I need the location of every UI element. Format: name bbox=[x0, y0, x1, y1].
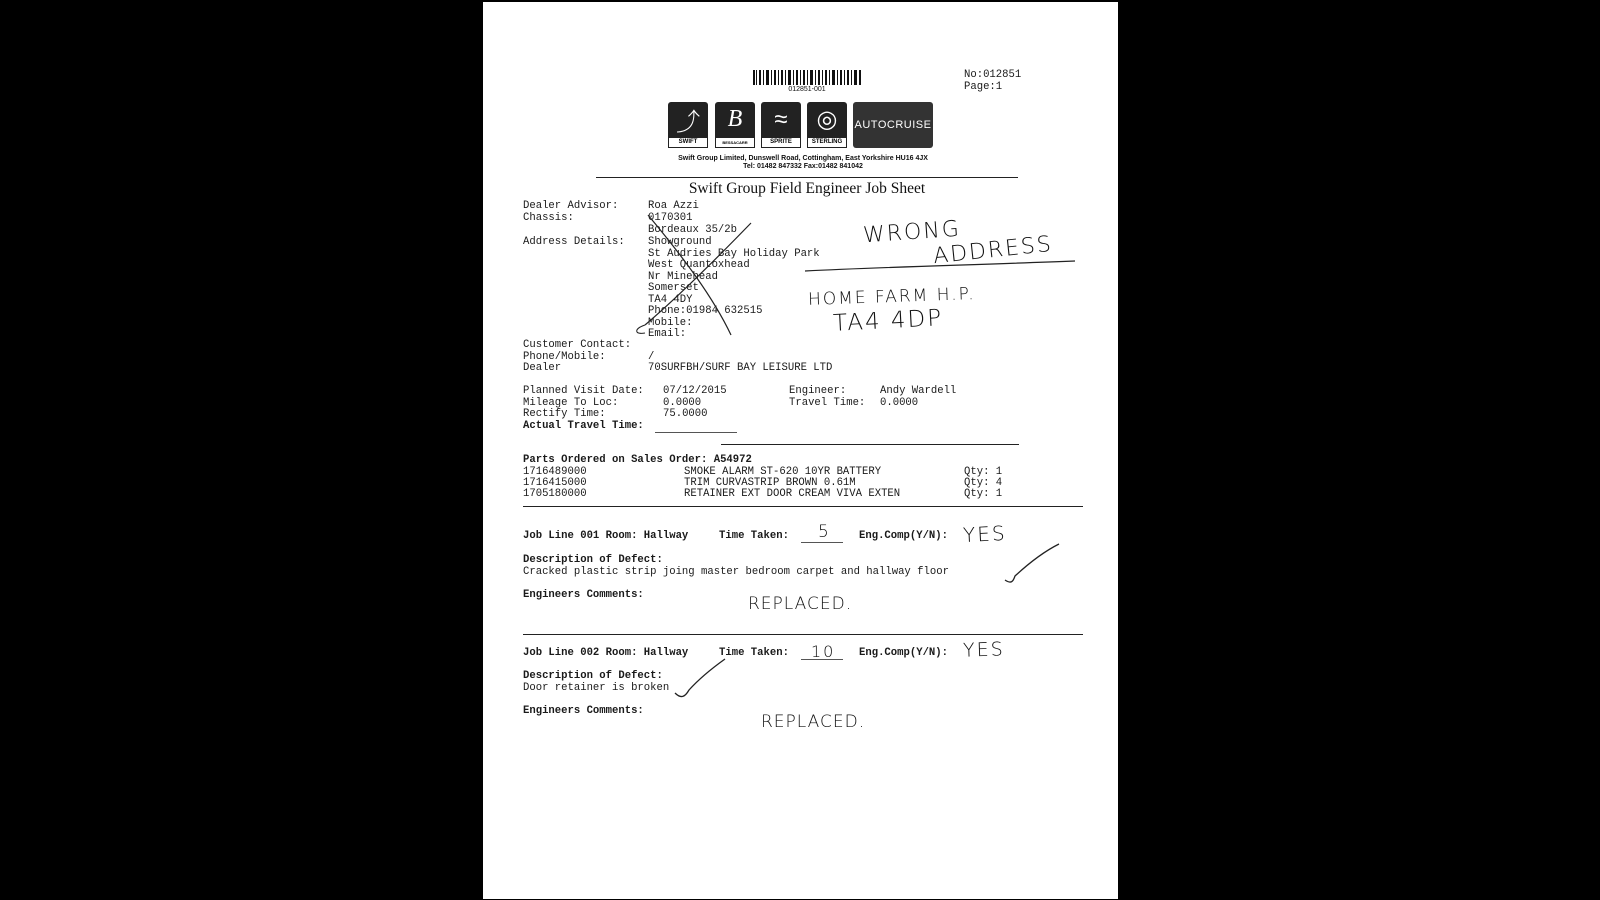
customer-contact-label: Customer Contact: bbox=[523, 339, 632, 351]
rectify-value: 75.0000 bbox=[663, 408, 708, 420]
eng-comp-value: YES bbox=[962, 520, 1008, 548]
engineer-value: Andy Wardell bbox=[880, 385, 957, 397]
travel-time-value: 0.0000 bbox=[880, 397, 919, 409]
divider bbox=[523, 634, 1083, 635]
time-taken-label: Time Taken: bbox=[719, 647, 789, 659]
mileage-value: 0.0000 bbox=[663, 397, 702, 409]
comments-text: REPLACED. bbox=[761, 712, 866, 732]
model-value: Bordeaux 35/2b bbox=[648, 224, 738, 236]
part-qty: Qty: 1 bbox=[964, 466, 1003, 478]
phone-mobile-value: / bbox=[648, 351, 655, 363]
travel-time-label: Travel Time: bbox=[789, 397, 866, 409]
time-taken-value: 10 bbox=[811, 642, 836, 661]
tick-mark bbox=[1003, 542, 1063, 587]
address-crossout-mark bbox=[623, 207, 773, 342]
job-sheet-page bbox=[483, 2, 1118, 899]
part-description: TRIM CURVASTRIP BROWN 0.61M bbox=[684, 477, 856, 489]
comments-text: REPLACED. bbox=[748, 594, 853, 614]
barcode bbox=[753, 70, 861, 85]
time-taken-value: 5 bbox=[818, 522, 831, 542]
engineer-label: Engineer: bbox=[789, 385, 847, 397]
part-description: RETAINER EXT DOOR CREAM VIVA EXTEN bbox=[684, 488, 901, 500]
sprite-logo: ≈ SPRITE bbox=[761, 102, 801, 148]
dealer-advisor-value: Roa Azzi bbox=[648, 200, 699, 212]
bessacarr-logo: B BESSACARR bbox=[715, 102, 755, 148]
address-line: St Audries Bay Holiday Park bbox=[648, 248, 820, 260]
handwritten-wrong: WRONG bbox=[862, 216, 962, 249]
divider bbox=[523, 506, 1083, 507]
company-address: Swift Group Limited, Dunswell Road, Cottingham, East Yorkshire HU16 4JX bbox=[678, 155, 928, 162]
handwritten-home-farm: HOME FARM H.P. bbox=[807, 284, 976, 310]
chassis-label: Chassis: bbox=[523, 212, 574, 224]
dealer-label: Dealer bbox=[523, 362, 562, 374]
job-line-title: Job Line 002 Room: Hallway bbox=[523, 647, 689, 659]
phone-value: Phone:01984 632515 bbox=[648, 305, 763, 317]
divider bbox=[721, 444, 1019, 445]
defect-label: Description of Defect: bbox=[523, 554, 663, 566]
address-line: Nr Minehead bbox=[648, 271, 718, 283]
job-line-title: Job Line 001 Room: Hallway bbox=[523, 530, 689, 542]
autocruise-logo: AUTOCRUISE bbox=[853, 102, 933, 148]
page-number: Page:1 bbox=[964, 81, 1003, 93]
eng-comp-value: YES bbox=[962, 638, 1006, 662]
planned-visit-label: Planned Visit Date: bbox=[523, 385, 644, 397]
handwritten-underline bbox=[803, 257, 1078, 277]
address-label: Address Details: bbox=[523, 236, 625, 248]
defect-label: Description of Defect: bbox=[523, 670, 663, 682]
part-code: 1716415000 bbox=[523, 477, 587, 489]
sterling-logo: ◎ STERLING bbox=[807, 102, 847, 148]
address-line: Somerset bbox=[648, 282, 699, 294]
handwritten-postcode: TA4 4DP bbox=[832, 305, 944, 337]
part-code: 1716489000 bbox=[523, 466, 587, 478]
parts-heading: Parts Ordered on Sales Order: A54972 bbox=[523, 454, 752, 466]
dealer-advisor-label: Dealer Advisor: bbox=[523, 200, 619, 212]
tick-mark bbox=[673, 657, 728, 702]
rectify-label: Rectify Time: bbox=[523, 408, 606, 420]
address-line: TA4 4DY bbox=[648, 294, 693, 306]
barcode-number: 012851-001 bbox=[788, 86, 826, 93]
defect-text: Cracked plastic strip joing master bedroom carpet and hallway floor bbox=[523, 566, 949, 578]
doc-number: No:012851 bbox=[964, 69, 1022, 81]
part-qty: Qty: 4 bbox=[964, 477, 1003, 489]
part-code: 1705180000 bbox=[523, 488, 587, 500]
swift-logo: ⤴ SWIFT bbox=[668, 102, 708, 148]
chassis-value: 0170301 bbox=[648, 212, 693, 224]
actual-travel-label: Actual Travel Time: bbox=[523, 420, 644, 432]
time-taken-label: Time Taken: bbox=[719, 530, 789, 542]
divider bbox=[596, 177, 1018, 178]
time-taken-line bbox=[801, 542, 843, 543]
handwritten-address: ADDRESS bbox=[932, 231, 1055, 270]
actual-travel-line bbox=[655, 432, 737, 433]
company-phone: Tel: 01482 847332 Fax:01482 841042 bbox=[743, 163, 863, 170]
address-line: West Quantoxhead bbox=[648, 259, 750, 271]
mileage-label: Mileage To Loc: bbox=[523, 397, 619, 409]
page-title: Swift Group Field Engineer Job Sheet bbox=[688, 180, 926, 197]
defect-text: Door retainer is broken bbox=[523, 682, 670, 694]
planned-visit-value: 07/12/2015 bbox=[663, 385, 727, 397]
address-line: Showground bbox=[648, 236, 712, 248]
eng-comp-label: Eng.Comp(Y/N): bbox=[859, 647, 949, 659]
comments-label: Engineers Comments: bbox=[523, 589, 644, 601]
email-value: Email: bbox=[648, 328, 687, 340]
part-description: SMOKE ALARM ST-620 10YR BATTERY bbox=[684, 466, 882, 478]
eng-comp-label: Eng.Comp(Y/N): bbox=[859, 530, 949, 542]
mobile-value: Mobile: bbox=[648, 317, 693, 329]
part-qty: Qty: 1 bbox=[964, 488, 1003, 500]
phone-mobile-label: Phone/Mobile: bbox=[523, 351, 606, 363]
dealer-value: 70SURFBH/SURF BAY LEISURE LTD bbox=[648, 362, 833, 374]
comments-label: Engineers Comments: bbox=[523, 705, 644, 717]
